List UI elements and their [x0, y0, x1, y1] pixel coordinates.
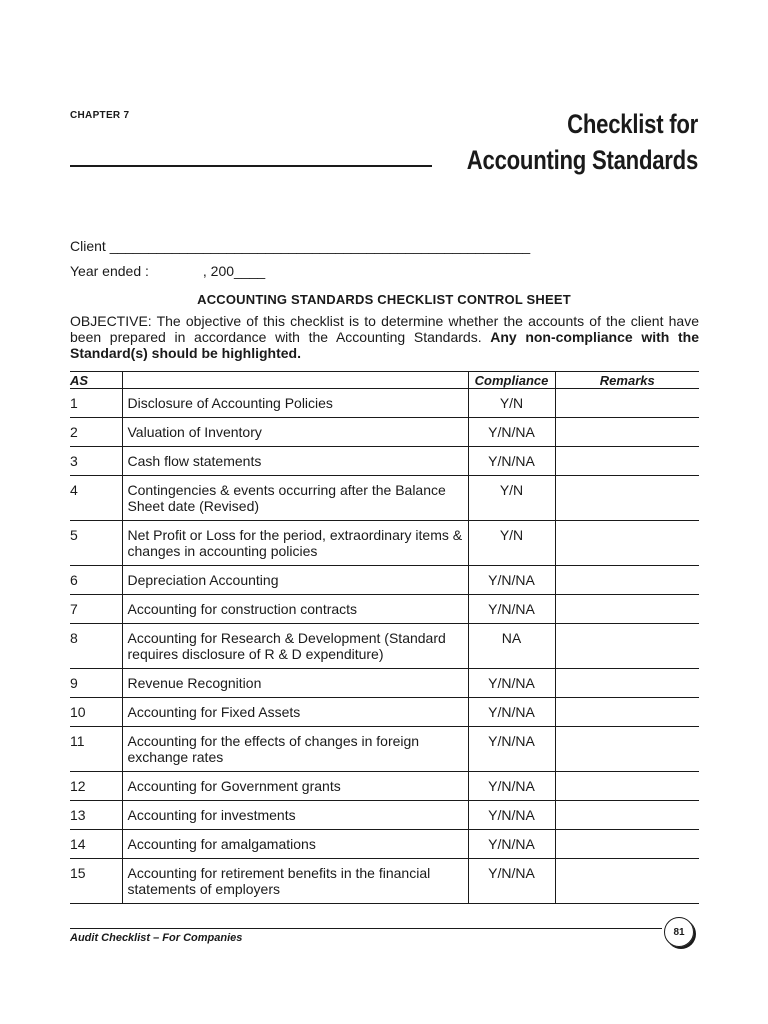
table-row: [70, 595, 699, 624]
header-description: [122, 372, 468, 389]
year-ended-field: [70, 263, 265, 279]
standard-name: Valuation of Inventory: [122, 418, 468, 447]
chapter-label: CHAPTER 7: [70, 110, 130, 121]
standard-name: Depreciation Accounting: [122, 566, 468, 595]
remarks-cell[interactable]: [555, 389, 699, 418]
page-title-line2: Accounting Standards: [466, 145, 698, 175]
footer-rule: [70, 928, 662, 929]
compliance-value: Y/N/NA: [468, 669, 555, 698]
standard-name: Net Profit or Loss for the period, extraordinary items & changes in accounting policies: [122, 521, 468, 566]
standard-name: Contingencies & events occurring after the Balance Sheet date (Revised): [122, 476, 468, 521]
page-title: [467, 106, 698, 178]
standard-name: Cash flow statements: [122, 447, 468, 476]
title-rule: [70, 165, 432, 167]
remarks-cell[interactable]: [555, 595, 699, 624]
standard-name: Disclosure of Accounting Policies: [122, 389, 468, 418]
remarks-cell[interactable]: [555, 447, 699, 476]
table-row: [70, 727, 699, 772]
remarks-cell[interactable]: [555, 624, 699, 669]
standard-name: Accounting for investments: [122, 801, 468, 830]
as-number: 8: [70, 624, 122, 669]
as-number: 10: [70, 698, 122, 727]
remarks-cell[interactable]: [555, 727, 699, 772]
year-ended-label: Year ended :: [70, 263, 149, 279]
remarks-cell[interactable]: [555, 669, 699, 698]
standard-name: Accounting for the effects of changes in foreign exchange rates: [122, 727, 468, 772]
remarks-cell[interactable]: [555, 801, 699, 830]
as-number: 2: [70, 418, 122, 447]
remarks-cell[interactable]: [555, 566, 699, 595]
table-row: [70, 698, 699, 727]
standard-name: Revenue Recognition: [122, 669, 468, 698]
client-field: [70, 238, 530, 254]
compliance-value: Y/N/NA: [468, 595, 555, 624]
table-row: [70, 447, 699, 476]
remarks-cell[interactable]: [555, 859, 699, 904]
client-label: Client: [70, 238, 106, 254]
standard-name: Accounting for retirement benefits in the financial statements of employers: [122, 859, 468, 904]
table-row: [70, 830, 699, 859]
as-number: 15: [70, 859, 122, 904]
page-title-line1: Checklist for: [567, 109, 698, 139]
footer-book-title: Audit Checklist – For Companies: [70, 932, 243, 944]
compliance-value: Y/N/NA: [468, 566, 555, 595]
as-number: 4: [70, 476, 122, 521]
compliance-value: Y/N/NA: [468, 830, 555, 859]
table-row: [70, 566, 699, 595]
table-row: [70, 772, 699, 801]
as-number: 7: [70, 595, 122, 624]
compliance-value: Y/N/NA: [468, 698, 555, 727]
as-number: 9: [70, 669, 122, 698]
page-number-badge: [664, 917, 694, 947]
as-number: 3: [70, 447, 122, 476]
standard-name: Accounting for Government grants: [122, 772, 468, 801]
remarks-cell[interactable]: [555, 476, 699, 521]
table-row: [70, 669, 699, 698]
standard-name: Accounting for construction contracts: [122, 595, 468, 624]
compliance-value: Y/N/NA: [468, 418, 555, 447]
remarks-cell[interactable]: [555, 772, 699, 801]
compliance-value: Y/N/NA: [468, 447, 555, 476]
table-row: [70, 624, 699, 669]
header-remarks: Remarks: [555, 372, 699, 389]
compliance-value: Y/N/NA: [468, 801, 555, 830]
standard-name: Accounting for amalgamations: [122, 830, 468, 859]
table-row: [70, 389, 699, 418]
table-row: [70, 476, 699, 521]
compliance-value: Y/N/NA: [468, 727, 555, 772]
table-row: [70, 859, 699, 904]
remarks-cell[interactable]: [555, 698, 699, 727]
compliance-value: Y/N/NA: [468, 772, 555, 801]
standard-name: Accounting for Research & Development (Standard requires disclosure of R & D expenditure): [122, 624, 468, 669]
table-row: [70, 801, 699, 830]
objective-paragraph: [70, 313, 699, 361]
remarks-cell[interactable]: [555, 418, 699, 447]
compliance-value: Y/N: [468, 521, 555, 566]
table-header-row: [70, 372, 699, 389]
table-row: [70, 521, 699, 566]
compliance-value: NA: [468, 624, 555, 669]
as-number: 12: [70, 772, 122, 801]
remarks-cell[interactable]: [555, 521, 699, 566]
standards-checklist-table: [70, 371, 699, 904]
as-number: 6: [70, 566, 122, 595]
compliance-value: Y/N: [468, 389, 555, 418]
page-number: 81: [673, 926, 685, 938]
header-as: AS: [70, 372, 122, 389]
compliance-value: Y/N: [468, 476, 555, 521]
as-number: 14: [70, 830, 122, 859]
as-number: 11: [70, 727, 122, 772]
header-compliance: Compliance: [468, 372, 555, 389]
compliance-value: Y/N/NA: [468, 859, 555, 904]
objective-text: OBJECTIVE: The objective of this checklist is to determine whether the accounts of the client have been prepared in accordance with the Accounting Standards.: [70, 313, 699, 345]
standard-name: Accounting for Fixed Assets: [122, 698, 468, 727]
remarks-cell[interactable]: [555, 830, 699, 859]
as-number: 1: [70, 389, 122, 418]
control-sheet-heading: ACCOUNTING STANDARDS CHECKLIST CONTROL SHEET: [197, 292, 571, 307]
as-number: 5: [70, 521, 122, 566]
as-number: 13: [70, 801, 122, 830]
objective-emphasis: Any non-compliance with the Standard(s) should be highlighted.: [70, 329, 699, 361]
client-blank: ______________________________________________________: [109, 238, 531, 254]
table-row: [70, 418, 699, 447]
year-ended-blank: , 200____: [202, 263, 266, 279]
